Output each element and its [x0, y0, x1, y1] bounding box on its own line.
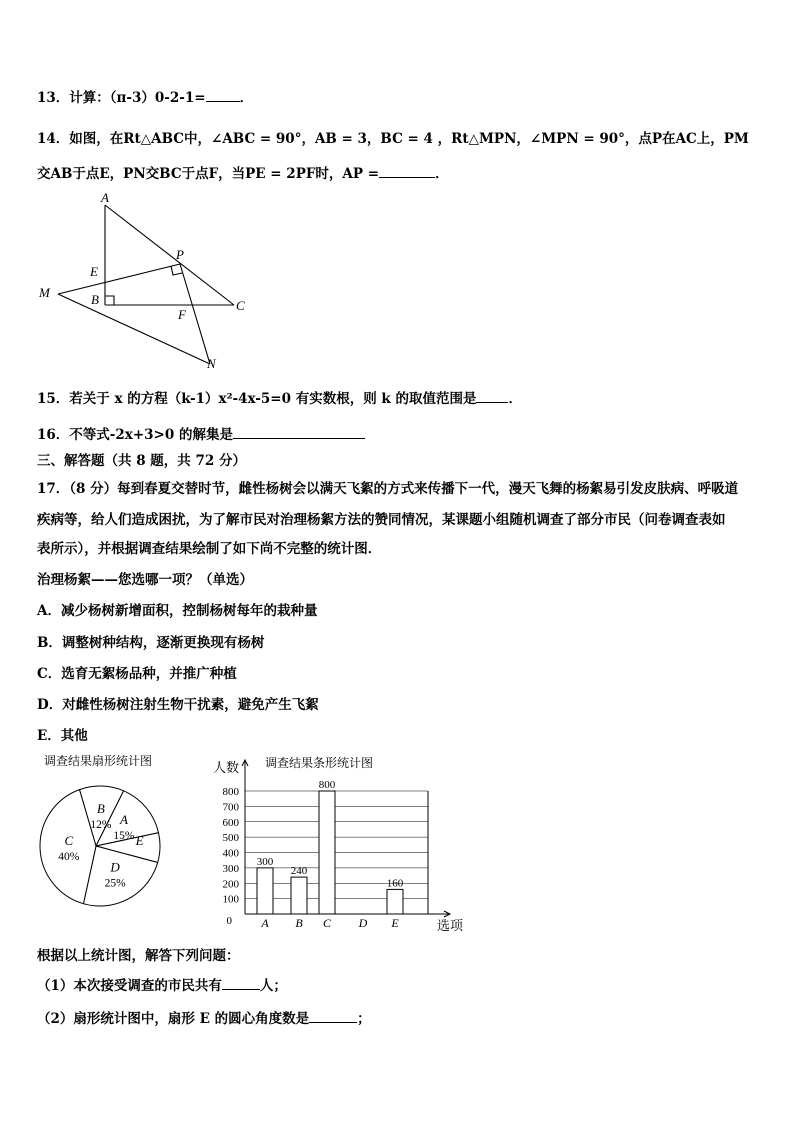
survey-option-a: A．减少杨树新增面积，控制杨树每年的栽种量 — [37, 603, 318, 619]
pie-label-b: B — [96, 800, 105, 816]
bar-c — [319, 791, 335, 914]
x-axis-label: 选项 — [437, 918, 464, 933]
x-tick-label-a: A — [261, 916, 269, 930]
question-14-text: 14．如图，在Rt△ABC中，∠ABC = 90°，AB = 3，BC = 4 ，Rt△MPN，∠MPN = 90°，点P在AC上，PM — [37, 131, 749, 147]
bar-value-label-a: 300 — [256, 855, 274, 868]
survey-option-e: E．其他 — [37, 728, 88, 744]
x-tick-label-c: C — [322, 916, 332, 930]
label-n: N — [207, 356, 216, 371]
bar-value-label-c: 800 — [318, 779, 336, 791]
pie-label-e: E — [135, 833, 144, 849]
label-m: M — [39, 285, 50, 300]
question-16 — [37, 425, 365, 445]
pie-label-d: D — [110, 859, 120, 875]
y-axis-label: 人数 — [213, 760, 240, 775]
bar-chart-title: 调查结果条形统计图 — [265, 756, 374, 770]
pie-percent-b: 12% — [90, 818, 112, 831]
y-tick-label: 700 — [222, 801, 239, 814]
x-tick-label-d: D — [358, 916, 368, 930]
pie-label-a: A — [119, 812, 128, 828]
y-tick-label: 500 — [222, 832, 239, 845]
sub-question-1: （1）本次接受调查的市民共有 人； — [37, 978, 287, 994]
label-e: E — [90, 264, 98, 279]
question-17-line1: 17．（8 分）每到春夏交替时节，雌性杨树会以满天飞絮的方式来传播下一代，漫天飞舞的杨絮易引发皮肤病、呼吸道 — [37, 481, 739, 497]
y-tick-label: 800 — [222, 786, 239, 798]
survey-option-b: B．调整树种结构，逐渐更换现有杨树 — [37, 635, 265, 651]
answer-blank — [222, 976, 260, 990]
bar-a — [257, 868, 273, 914]
pie-chart-title: 调查结果扇形统计图 — [44, 754, 153, 768]
question-14-line2: 交AB于点E，PN交BC于点F，当PE = 2PF时，AP = ． — [37, 166, 449, 182]
label-p: P — [176, 247, 184, 262]
bar-e — [387, 889, 403, 914]
answer-blank — [206, 88, 240, 102]
bar-value-label-b: 240 — [290, 865, 308, 878]
questions-intro: 根据以上统计图，解答下列问题： — [37, 948, 240, 964]
y-tick-label: 0 — [226, 915, 232, 927]
pie-label-c: C — [64, 833, 74, 849]
answer-blank — [233, 425, 365, 439]
bar-chart — [205, 752, 475, 937]
x-tick-label-e: E — [391, 916, 399, 930]
y-tick-label: 200 — [222, 878, 239, 891]
survey-title: 治理杨絮——您选哪一项？（单选） — [37, 572, 253, 588]
geometry-figure — [30, 190, 260, 375]
label-c: C — [236, 298, 245, 313]
label-b: B — [91, 292, 99, 307]
question-16-text: 16．不等式-2x+3>0 的解集是 — [37, 427, 233, 443]
y-tick-label: 600 — [222, 816, 239, 829]
sub-question-2: （2）扇形统计图中，扇形 E 的圆心角度数是 ； — [37, 1011, 371, 1027]
answer-blank — [379, 164, 435, 178]
question-14-line1 — [37, 129, 749, 149]
answer-blank — [476, 389, 508, 403]
question-14-text-2: 交AB于点E，PN交BC于点F，当PE = 2PF时，AP = — [37, 166, 380, 182]
bar-b — [291, 877, 307, 914]
survey-option-d: D．对雌性杨树注射生物干扰素，避免产生飞絮 — [37, 697, 319, 713]
question-13-text: 13．计算：（π-3）0-2-1= — [37, 90, 206, 106]
pie-percent-a: 15% — [113, 830, 135, 843]
label-a: A — [101, 190, 109, 205]
pie-percent-d: 25% — [104, 877, 126, 890]
label-f: F — [178, 307, 186, 322]
question-15: 15．若关于 x 的方程（k-1）x²-4x-5=0 有实数根，则 k 的取值范围是 ． — [37, 391, 522, 407]
y-tick-label: 400 — [222, 847, 239, 860]
question-15-text: 15．若关于 x 的方程（k-1）x²-4x-5=0 有实数根，则 k 的取值范围是 — [37, 391, 477, 407]
y-tick-label: 300 — [222, 862, 239, 875]
x-tick-label-b: B — [295, 916, 303, 930]
pie-percent-c: 40% — [58, 851, 80, 864]
question-13: 13．计算：（π-3）0-2-1= ． — [37, 90, 254, 106]
question-17-line2: 疾病等，给人们造成困扰，为了解市民对治理杨絮方法的赞同情况，某课题小组随机调查了部分市民（问卷调查表如 — [37, 512, 726, 528]
y-tick-label: 100 — [222, 893, 239, 906]
bar-value-label-e: 160 — [386, 877, 404, 890]
answer-blank — [309, 1009, 357, 1023]
survey-option-c: C．选育无絮杨品种，并推广种植 — [37, 666, 237, 682]
pie-chart — [34, 750, 184, 910]
question-17-line3: 表所示），并根据调查结果绘制了如下尚不完整的统计图． — [37, 541, 382, 557]
section-title: 三、解答题（共 8 题，共 72 分） — [37, 453, 246, 469]
